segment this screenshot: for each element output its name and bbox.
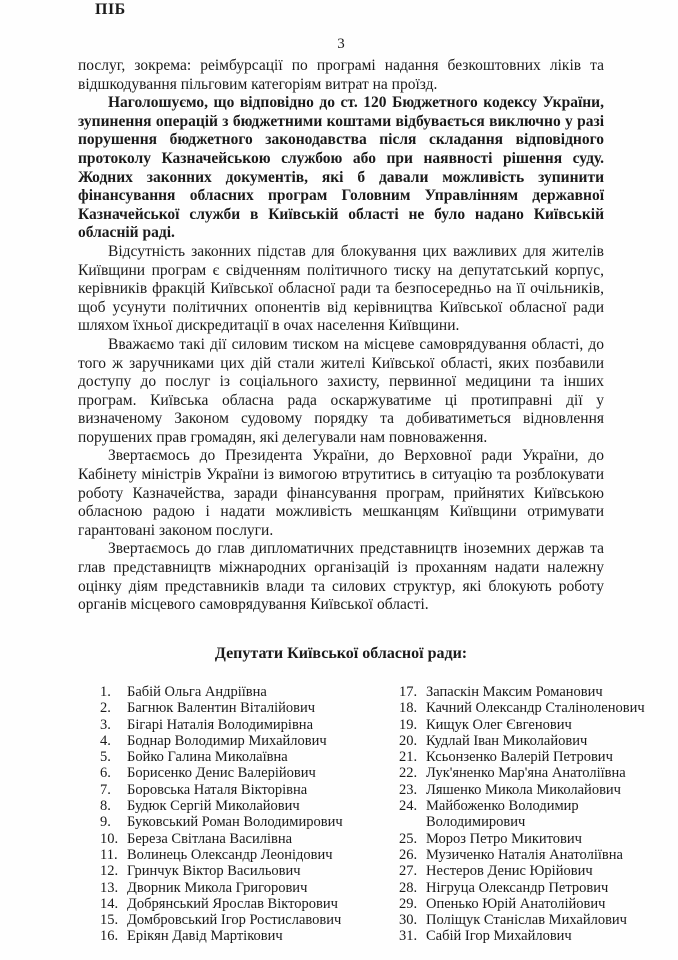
deputy-name: Бойко Галина Миколаївна [127,749,288,766]
deputy-name: Багнюк Валентин Віталійович [127,700,316,717]
deputy-name: Ляшенко Микола Миколайович [426,781,621,798]
deputy-name: Кудлай Іван Миколайович [426,732,588,749]
deputy-item [100,782,399,798]
deputy-name: Бабій Ольга Андріївна [127,684,267,700]
deputies-heading: Депутати Київської обласної ради: [214,645,468,662]
deputy-item [399,684,651,700]
corner-label: ПІБ [95,1,126,18]
deputy-item [399,700,651,716]
deputy-number: 30. [399,912,418,929]
deputy-item [399,847,651,863]
deputy-name: Ерікян Давід Мартікович [127,928,283,945]
deputies-column-right [399,684,651,945]
deputy-item [100,798,399,814]
deputy-item [399,912,651,928]
deputy-number: 13. [100,879,119,896]
deputy-item [100,717,399,733]
deputy-item [100,831,399,847]
deputy-name: Нестеров Денис Юрійович [426,863,593,880]
deputy-number: 10. [100,830,119,847]
document-body [78,57,604,615]
deputy-name: Береза Світлана Василівна [127,830,293,847]
deputy-number: 18. [399,700,418,717]
deputy-number: 28. [399,879,418,896]
deputies-list [100,684,651,945]
deputy-item [100,749,399,765]
deputy-number: 14. [100,895,119,912]
deputy-name: Мороз Петро Микитович [426,830,582,847]
deputies-column-left [100,684,399,945]
deputy-name: Опенько Юрій Анатолійович [426,895,606,912]
deputy-item [100,863,399,879]
paragraph: Вважаємо такі дії силовим тиском на місцеве самоврядування області, до того ж заручниками цих дій стали жителі Київської області, яких позбавили доступу до послуг із соціального захисту, первинної медицини та інших програм. Київська обласна рада оскаржуватиме ці протиправні дії у визначеному Законом судовому порядку та добиватиметься відновлення порушених прав громадян, які делегували нам повноваження. [78,335,604,446]
deputy-name: Боднар Володимир Михайлович [127,732,327,749]
deputy-name: Кищук Олег Євгенович [426,716,572,733]
deputy-item [100,733,399,749]
deputy-item [399,798,651,831]
deputy-name: Гринчук Віктор Васильович [127,863,301,880]
deputy-name: Лук'яненко Мар'яна Анатоліївна [426,765,626,782]
deputy-name: Борисенко Денис Валерійович [127,765,316,782]
paragraph: послуг, зокрема: реімбурсації по програмі надання безкоштовних ліків та відшкодування пільговим категоріям витрат на проїзд. [78,57,604,93]
deputy-number: 20. [399,732,418,749]
deputy-item [399,717,651,733]
deputy-number: 9. [100,814,111,831]
deputy-name: Нігруца Олександр Петрович [426,879,609,896]
paragraph: Наголошуємо, що відповідно до ст. 120 Бюджетного кодексу України, зупинення операцій з бюджетними коштами відбувається виключно у разі порушення бюджетного законодавства після складання відповідного протоколу Казначейською службою або при наявності рішення суду. Жодних законних документів, які б давали можливість зупинити фінансування обласних програм Головним Управлінням державної Казначейської служби в Київській області не було надано Київській обласній раді. [78,94,604,242]
deputy-item [399,782,651,798]
deputy-name: Ксьонзенко Валерій Петрович [426,749,613,766]
page-number: 3 [337,36,345,52]
deputy-item [399,765,651,781]
deputy-name: Дворник Микола Григорович [127,879,308,896]
deputy-number: 6. [100,765,111,782]
deputy-number: 23. [399,781,418,798]
deputy-name: Качний Олександр Сталіноленович [426,700,645,717]
paragraph: Звертаємось до глав дипломатичних представництв іноземних держав та глав представництв міжнародних організацій із проханням надати належну оцінку діям представників влади та силових структур, які блокують роботу органів місцевого самоврядування Київської області. [78,540,604,614]
deputy-item [100,928,399,944]
deputy-number: 29. [399,895,418,912]
deputy-name: Будюк Сергій Миколайович [127,798,300,815]
deputy-number: 24. [399,798,418,815]
deputy-name: Добрянський Ярослав Вікторович [127,895,338,912]
deputy-number: 22. [399,765,418,782]
deputy-number: 26. [399,846,418,863]
deputy-item [100,896,399,912]
deputy-item [100,847,399,863]
deputy-number: 16. [100,928,119,945]
deputy-item [100,880,399,896]
deputy-item [100,700,399,716]
deputy-number: 31. [399,928,418,945]
deputy-number: 8. [100,798,111,815]
deputy-number: 21. [399,749,418,766]
deputy-name: Буковський Роман Володимирович [127,814,343,831]
deputy-item [399,928,651,944]
deputy-name: Поліщук Станіслав Михайлович [426,912,627,929]
deputy-name: Домбровський Ігор Ростиславович [127,912,342,929]
deputy-name: Запаскін Максим Романович [426,684,603,700]
deputy-name: Музиченко Наталія Анатоліївна [426,846,623,863]
deputy-name: Боровська Наталя Вікторівна [127,781,308,798]
paragraph: Відсутність законних підстав для блокування цих важливих для жителів Київщини програм є свідченням політичного тиску на депутатський корпус, керівників фракцій Київської обласної ради та безпосередньо на її очільників, щоб усунути політичних опонентів від керівництва Київської обласної ради шляхом їхньої дискредитації в очах населення Київщини. [78,242,604,335]
deputy-name: Майбоженко Володимир Володимирович [426,798,579,831]
deputy-name: Бігарі Наталія Володимирівна [127,716,314,733]
deputy-item [399,896,651,912]
deputy-item [399,831,651,847]
deputy-number: 15. [100,912,119,929]
deputy-number: 7. [100,781,111,798]
deputy-name: Волинець Олександр Леонідович [127,846,333,863]
deputy-name: Сабій Ігор Михайлович [426,928,572,945]
deputy-number: 1. [100,684,111,700]
deputy-number: 5. [100,749,111,766]
deputy-item [100,765,399,781]
deputy-number: 2. [100,700,111,717]
deputy-number: 4. [100,732,111,749]
deputy-item [399,733,651,749]
deputy-number: 19. [399,716,418,733]
deputy-item [399,880,651,896]
deputy-number: 11. [100,846,118,863]
deputy-item [399,749,651,765]
deputy-item [399,863,651,879]
deputy-number: 25. [399,830,418,847]
deputy-item [100,912,399,928]
deputy-number: 27. [399,863,418,880]
deputy-item [100,814,399,830]
deputy-number: 17. [399,684,418,700]
deputy-number: 12. [100,863,119,880]
paragraph: Звертаємось до Президента України, до Верховної ради України, до Кабінету міністрів України із вимогою втрутитись в ситуацію та розблокувати роботу Казначейства, заради фінансування програм, прийнятих Київською обласною радою і надати можливість мешканцям Київщини отримувати гарантовані законом послуги. [78,447,604,539]
deputy-number: 3. [100,716,111,733]
deputy-item [100,684,399,700]
